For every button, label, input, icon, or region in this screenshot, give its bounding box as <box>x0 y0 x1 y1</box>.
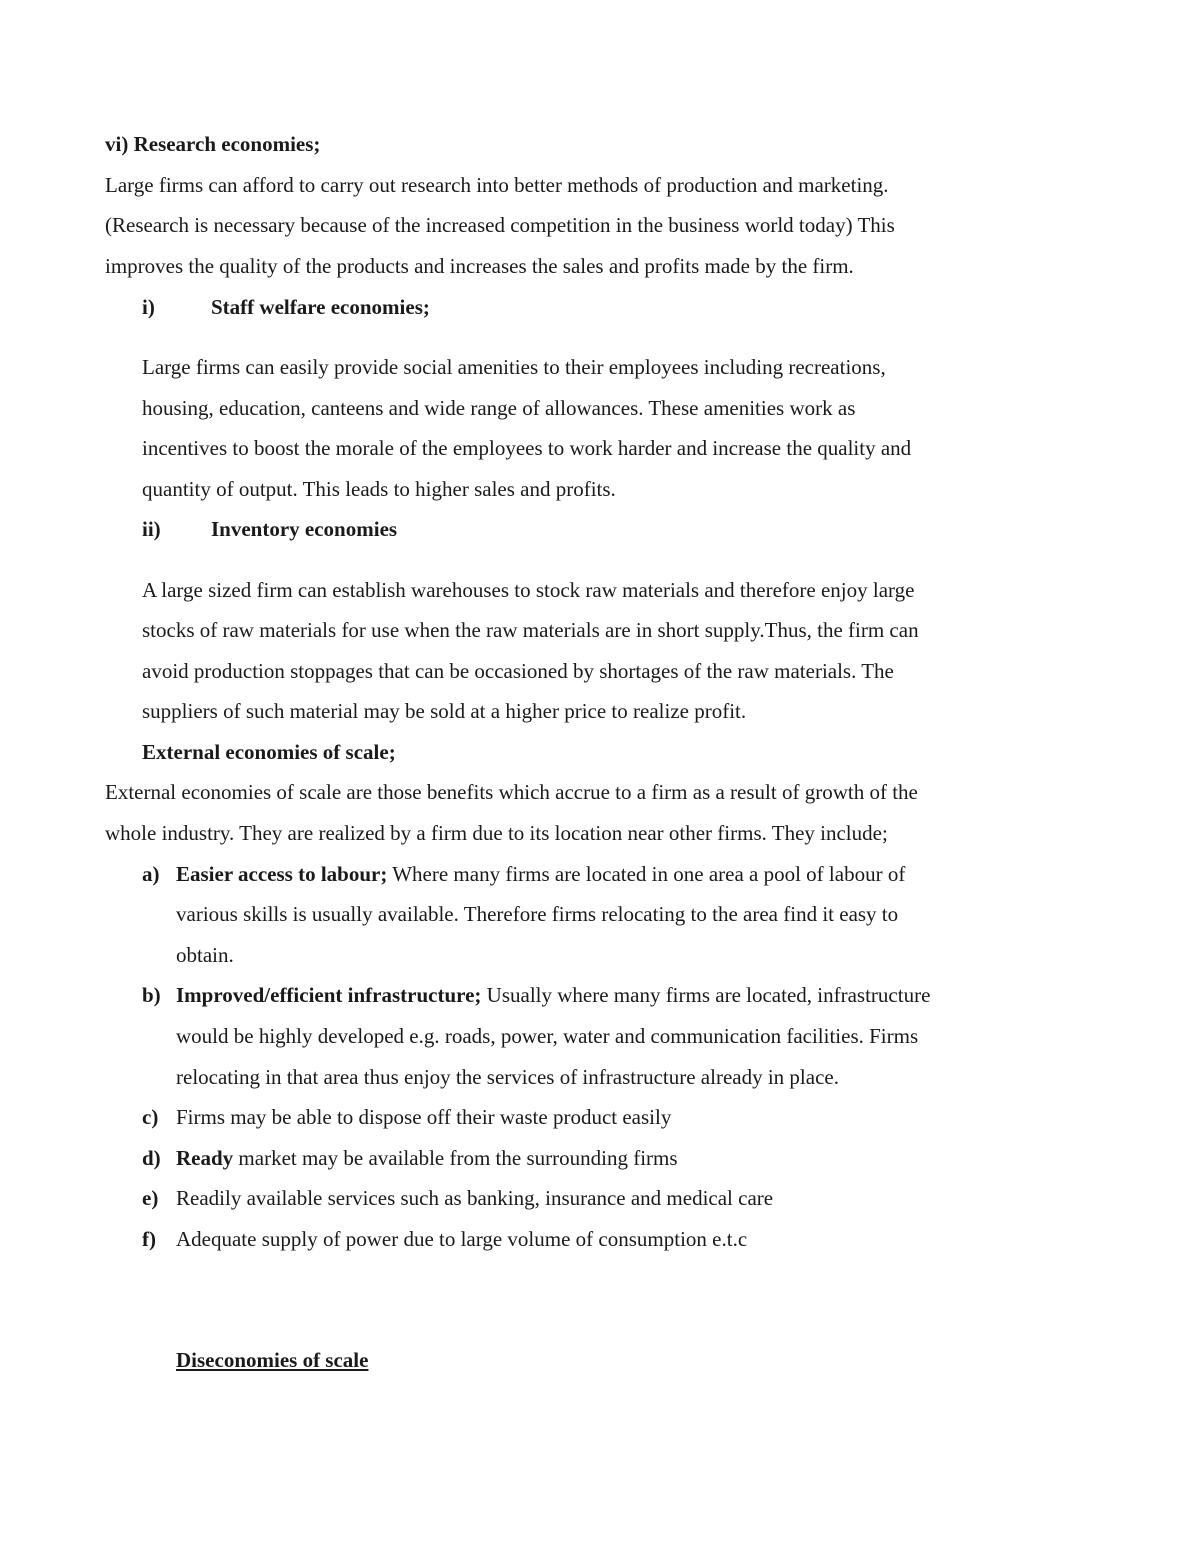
item-a-marker: a) <box>142 862 160 886</box>
item-d-marker: d) <box>142 1146 161 1170</box>
staff-welfare-line-1: Large firms can easily provide social amenities to their employees including recreations, <box>142 355 886 379</box>
item-b-marker: b) <box>142 983 161 1007</box>
staff-welfare-marker: i) <box>142 295 155 319</box>
item-a-line-2: various skills is usually available. Therefore firms relocating to the area find it easy to <box>176 902 899 926</box>
staff-welfare-line-4: quantity of output. This leads to higher sales and profits. <box>142 477 616 501</box>
research-line-1: Large firms can afford to carry out research into better methods of production and marketing. <box>105 173 889 197</box>
item-b-line-1 <box>176 981 930 1009</box>
staff-welfare-heading: Staff welfare economies; <box>211 295 430 319</box>
inventory-line-4: suppliers of such material may be sold at a higher price to realize profit. <box>142 699 747 723</box>
item-c-marker: c) <box>142 1105 159 1129</box>
item-b-line-3: relocating in that area thus enjoy the services of infrastructure already in place. <box>176 1065 839 1089</box>
diseconomies-heading: Diseconomies of scale <box>176 1348 369 1372</box>
item-d-line-1 <box>176 1144 678 1172</box>
external-heading: External economies of scale; <box>142 740 396 764</box>
inventory-line-3: avoid production stoppages that can be occasioned by shortages of the raw materials. The <box>142 659 894 683</box>
item-b-line-2: would be highly developed e.g. roads, power, water and communication facilities. Firms <box>176 1024 919 1048</box>
external-line-1: External economies of scale are those benefits which accrue to a firm as a result of growth of the <box>105 780 918 804</box>
item-b-text: Usually where many firms are located, infrastructure <box>481 983 931 1007</box>
item-d-text: market may be available from the surrounding firms <box>233 1146 678 1170</box>
inventory-marker: ii) <box>142 517 161 541</box>
inventory-line-2: stocks of raw materials for use when the raw materials are in short supply.Thus, the firm can <box>142 618 919 642</box>
inventory-heading: Inventory economies <box>211 517 398 541</box>
item-b-bold: Improved/efficient infrastructure; <box>176 983 482 1007</box>
item-e-line-1: Readily available services such as banking, insurance and medical care <box>176 1186 774 1210</box>
item-d-bold: Ready <box>176 1146 234 1170</box>
item-f-line-1: Adequate supply of power due to large volume of consumption e.t.c <box>176 1227 748 1251</box>
staff-welfare-line-3: incentives to boost the morale of the employees to work harder and increase the quality and <box>142 436 912 460</box>
item-e-marker: e) <box>142 1186 159 1210</box>
inventory-line-1: A large sized firm can establish warehouses to stock raw materials and therefore enjoy large <box>142 578 915 602</box>
research-line-2: (Research is necessary because of the increased competition in the business world today) This <box>105 213 895 237</box>
item-a-line-3: obtain. <box>176 943 234 967</box>
item-f-marker: f) <box>142 1227 156 1251</box>
item-c-line-1: Firms may be able to dispose off their waste product easily <box>176 1105 672 1129</box>
research-line-3: improves the quality of the products and increases the sales and profits made by the firm. <box>105 254 854 278</box>
research-heading: vi) Research economies; <box>105 132 321 156</box>
staff-welfare-line-2: housing, education, canteens and wide range of allowances. These amenities work as <box>142 396 856 420</box>
item-a-line-1 <box>176 860 905 888</box>
external-line-2: whole industry. They are realized by a firm due to its location near other firms. They include; <box>105 821 888 845</box>
item-a-bold: Easier access to labour; <box>176 862 388 886</box>
item-a-text: Where many firms are located in one area a pool of labour of <box>387 862 906 886</box>
